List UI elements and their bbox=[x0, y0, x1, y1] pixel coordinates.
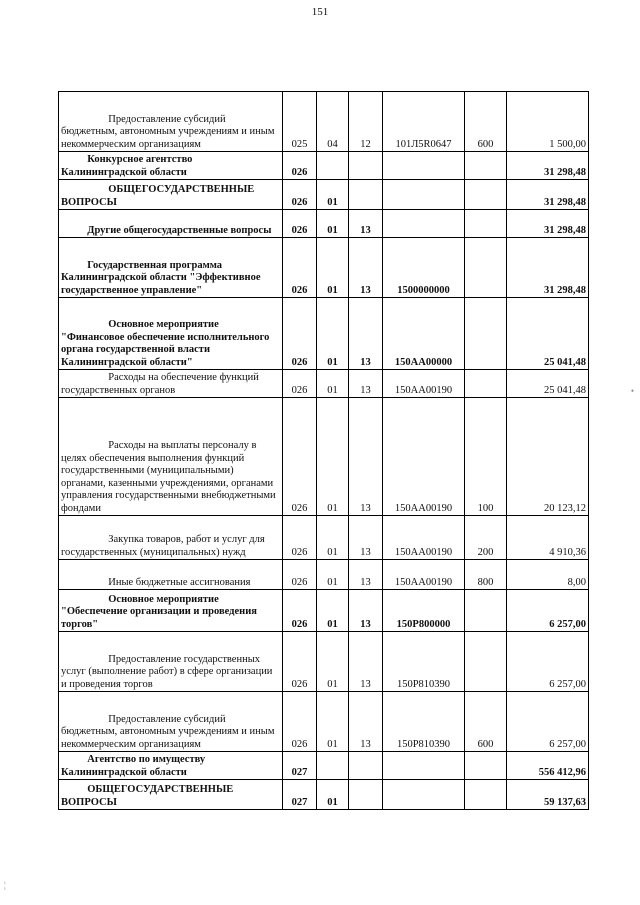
cell-csr: 150АА00000 bbox=[383, 298, 465, 370]
cell-sum: 4 910,36 bbox=[507, 516, 589, 560]
cell-csr bbox=[383, 210, 465, 238]
cell-sum: 8,00 bbox=[507, 560, 589, 590]
table-row bbox=[59, 370, 589, 398]
cell-grbs: 026 bbox=[283, 516, 317, 560]
cell-vr bbox=[465, 590, 507, 632]
row-name: Предоставление субсидий бюджетным, автономным учреждениям и иным некоммерческим организациям bbox=[61, 713, 275, 750]
cell-rz: 01 bbox=[317, 370, 349, 398]
table-row bbox=[59, 238, 589, 298]
cell-grbs: 026 bbox=[283, 590, 317, 632]
table-row bbox=[59, 398, 589, 516]
cell-pr: 12 bbox=[349, 92, 383, 152]
cell-grbs: 027 bbox=[283, 780, 317, 810]
cell-vr bbox=[465, 780, 507, 810]
cell-vr: 600 bbox=[465, 92, 507, 152]
cell-rz: 01 bbox=[317, 590, 349, 632]
cell-name bbox=[59, 92, 283, 152]
budget-table bbox=[58, 91, 589, 810]
cell-csr bbox=[383, 180, 465, 210]
cell-rz: 01 bbox=[317, 560, 349, 590]
cell-pr bbox=[349, 180, 383, 210]
cell-grbs: 025 bbox=[283, 92, 317, 152]
cell-name bbox=[59, 370, 283, 398]
cell-rz: 01 bbox=[317, 238, 349, 298]
row-name: Предоставление государственных услуг (выполнение работ) в сфере организации и проведения торгов bbox=[61, 653, 273, 690]
cell-grbs: 026 bbox=[283, 238, 317, 298]
cell-rz: 01 bbox=[317, 298, 349, 370]
cell-csr bbox=[383, 752, 465, 780]
table-row bbox=[59, 632, 589, 692]
table-row bbox=[59, 590, 589, 632]
cell-grbs: 027 bbox=[283, 752, 317, 780]
edge-mark-left: ¦ bbox=[4, 880, 6, 890]
cell-grbs: 026 bbox=[283, 152, 317, 180]
table-row bbox=[59, 692, 589, 752]
cell-rz: 04 bbox=[317, 92, 349, 152]
cell-csr: 101Л5R0647 bbox=[383, 92, 465, 152]
row-name: Государственная программа Калининградской области "Эффективное государственное управление" bbox=[61, 259, 261, 296]
cell-pr: 13 bbox=[349, 590, 383, 632]
cell-vr bbox=[465, 152, 507, 180]
cell-sum: 25 041,48 bbox=[507, 370, 589, 398]
cell-grbs: 026 bbox=[283, 692, 317, 752]
edge-mark-right: • bbox=[630, 386, 634, 396]
cell-vr bbox=[465, 210, 507, 238]
row-name: Агентство по имуществу Калининградской области bbox=[61, 754, 206, 778]
cell-name bbox=[59, 298, 283, 370]
table-row bbox=[59, 152, 589, 180]
row-name: Предоставление субсидий бюджетным, автономным учреждениям и иным некоммерческим организациям bbox=[61, 113, 275, 150]
cell-rz: 01 bbox=[317, 210, 349, 238]
row-name: Основное мероприятие "Обеспечение организации и проведения торгов" bbox=[61, 593, 257, 630]
cell-sum: 1 500,00 bbox=[507, 92, 589, 152]
cell-name bbox=[59, 152, 283, 180]
cell-pr: 13 bbox=[349, 632, 383, 692]
cell-csr: 150Р800000 bbox=[383, 590, 465, 632]
cell-pr bbox=[349, 780, 383, 810]
cell-pr: 13 bbox=[349, 238, 383, 298]
cell-grbs: 026 bbox=[283, 370, 317, 398]
cell-vr bbox=[465, 632, 507, 692]
cell-sum: 6 257,00 bbox=[507, 632, 589, 692]
row-name: Конкурсное агентство Калининградской области bbox=[61, 154, 193, 178]
table-row bbox=[59, 92, 589, 152]
cell-name bbox=[59, 210, 283, 238]
cell-pr: 13 bbox=[349, 370, 383, 398]
cell-vr: 200 bbox=[465, 516, 507, 560]
cell-grbs: 026 bbox=[283, 632, 317, 692]
table-row bbox=[59, 560, 589, 590]
cell-rz: 01 bbox=[317, 516, 349, 560]
cell-grbs: 026 bbox=[283, 210, 317, 238]
cell-csr: 150Р810390 bbox=[383, 692, 465, 752]
cell-csr bbox=[383, 780, 465, 810]
cell-pr: 13 bbox=[349, 398, 383, 516]
cell-rz: 01 bbox=[317, 780, 349, 810]
row-name: ОБЩЕГОСУДАРСТВЕННЫЕ ВОПРОСЫ bbox=[61, 184, 255, 208]
cell-csr: 1500000000 bbox=[383, 238, 465, 298]
cell-grbs: 026 bbox=[283, 180, 317, 210]
table-row bbox=[59, 298, 589, 370]
cell-name bbox=[59, 238, 283, 298]
cell-name bbox=[59, 632, 283, 692]
table-row bbox=[59, 516, 589, 560]
cell-sum: 20 123,12 bbox=[507, 398, 589, 516]
cell-name bbox=[59, 692, 283, 752]
cell-pr bbox=[349, 752, 383, 780]
cell-vr bbox=[465, 298, 507, 370]
table-row bbox=[59, 752, 589, 780]
cell-sum: 6 257,00 bbox=[507, 692, 589, 752]
cell-csr: 150АА00190 bbox=[383, 560, 465, 590]
table-row bbox=[59, 180, 589, 210]
cell-sum: 59 137,63 bbox=[507, 780, 589, 810]
table-row bbox=[59, 780, 589, 810]
cell-rz: 01 bbox=[317, 180, 349, 210]
cell-name bbox=[59, 560, 283, 590]
cell-name bbox=[59, 590, 283, 632]
row-name: Расходы на выплаты персоналу в целях обеспечения выполнения функций государственными (муниципальными) органами, казенными учреждениями, органами управления государственными внебюджетными фондами bbox=[61, 440, 276, 514]
cell-rz: 01 bbox=[317, 692, 349, 752]
cell-pr: 13 bbox=[349, 560, 383, 590]
cell-rz bbox=[317, 752, 349, 780]
cell-name bbox=[59, 398, 283, 516]
row-name: Иные бюджетные ассигнования bbox=[108, 576, 251, 588]
cell-vr: 100 bbox=[465, 398, 507, 516]
cell-csr: 150АА00190 bbox=[383, 370, 465, 398]
cell-sum: 6 257,00 bbox=[507, 590, 589, 632]
row-name: Закупка товаров, работ и услуг для государственных (муниципальных) нужд bbox=[61, 534, 265, 558]
cell-rz: 01 bbox=[317, 632, 349, 692]
cell-sum: 31 298,48 bbox=[507, 238, 589, 298]
row-name: Расходы на обеспечение функций государственных органов bbox=[61, 372, 259, 396]
cell-pr: 13 bbox=[349, 516, 383, 560]
cell-sum: 556 412,96 bbox=[507, 752, 589, 780]
cell-pr: 13 bbox=[349, 692, 383, 752]
cell-csr: 150АА00190 bbox=[383, 398, 465, 516]
cell-pr: 13 bbox=[349, 298, 383, 370]
cell-csr: 150Р810390 bbox=[383, 632, 465, 692]
table-row bbox=[59, 210, 589, 238]
row-name: Основное мероприятие "Финансовое обеспечение исполнительного органа государственной власти Калининградской области" bbox=[61, 319, 270, 368]
cell-csr: 150АА00190 bbox=[383, 516, 465, 560]
cell-vr bbox=[465, 180, 507, 210]
cell-csr bbox=[383, 152, 465, 180]
cell-grbs: 026 bbox=[283, 298, 317, 370]
cell-sum: 31 298,48 bbox=[507, 210, 589, 238]
cell-vr bbox=[465, 238, 507, 298]
cell-vr: 600 bbox=[465, 692, 507, 752]
cell-vr bbox=[465, 370, 507, 398]
cell-pr: 13 bbox=[349, 210, 383, 238]
cell-vr bbox=[465, 752, 507, 780]
cell-sum: 31 298,48 bbox=[507, 152, 589, 180]
cell-name bbox=[59, 780, 283, 810]
cell-name bbox=[59, 516, 283, 560]
cell-name bbox=[59, 180, 283, 210]
cell-grbs: 026 bbox=[283, 398, 317, 516]
cell-pr bbox=[349, 152, 383, 180]
cell-sum: 25 041,48 bbox=[507, 298, 589, 370]
cell-rz bbox=[317, 152, 349, 180]
cell-sum: 31 298,48 bbox=[507, 180, 589, 210]
row-name: ОБЩЕГОСУДАРСТВЕННЫЕ ВОПРОСЫ bbox=[61, 784, 234, 808]
cell-vr: 800 bbox=[465, 560, 507, 590]
cell-rz: 01 bbox=[317, 398, 349, 516]
cell-grbs: 026 bbox=[283, 560, 317, 590]
cell-name bbox=[59, 752, 283, 780]
page-number: 151 bbox=[311, 6, 329, 18]
row-name: Другие общегосударственные вопросы bbox=[87, 224, 272, 236]
